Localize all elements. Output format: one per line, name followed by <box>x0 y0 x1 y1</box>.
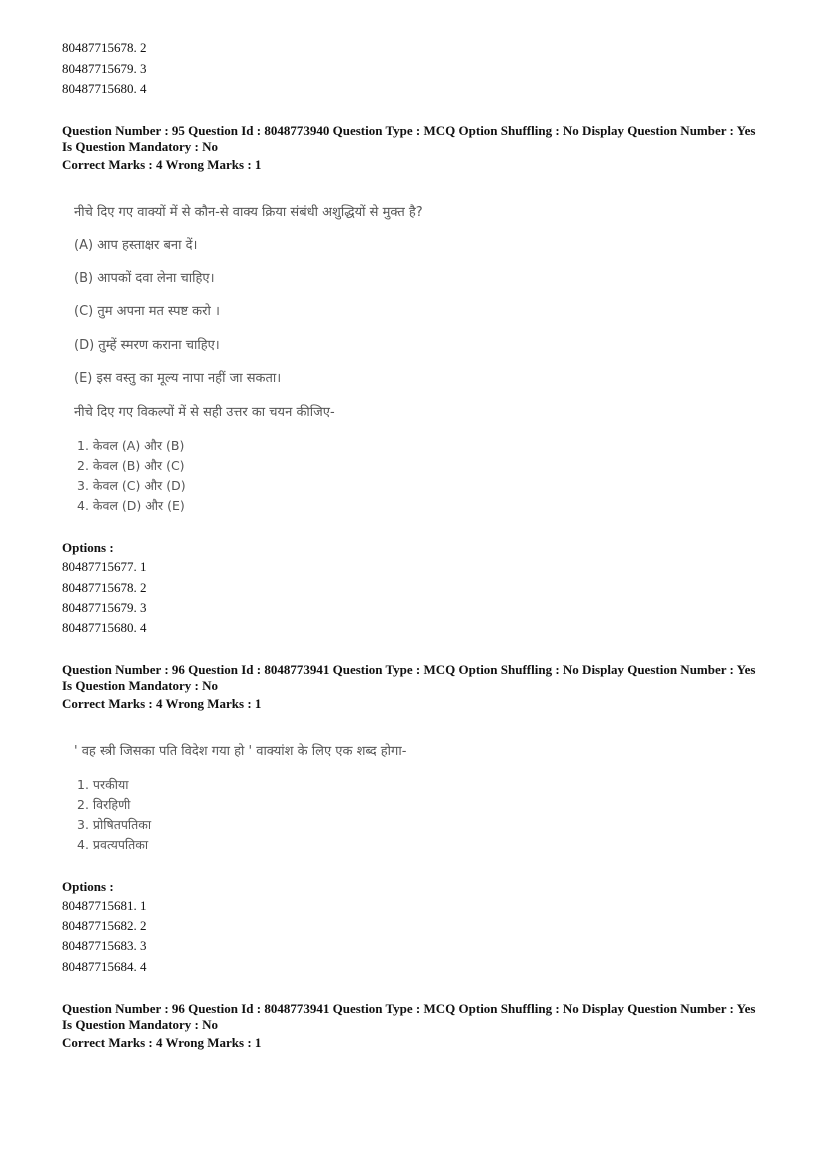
question-header: Question Number : 96 Question Id : 8048773941 Question Type : MCQ Option Shuffling : No Display Question Number : Yes <box>62 1001 756 1016</box>
option-line: 80487715684. 4 <box>62 959 147 974</box>
answer-choice: 2. विरहिणी <box>77 797 131 812</box>
option-line: 80487715680. 4 <box>62 81 147 96</box>
answer-choice: 3. केवल (C) और (D) <box>77 478 186 493</box>
option-line: 80487715678. 2 <box>62 580 147 595</box>
question-text: ' वह स्त्री जिसका पति विदेश गया हो ' वाक्यांश के लिए एक शब्द होगा- <box>74 744 407 759</box>
answer-choice: 1. परकीया <box>77 777 129 792</box>
answer-choice: 2. केवल (B) और (C) <box>77 458 185 473</box>
question-marks: Correct Marks : 4 Wrong Marks : 1 <box>62 1035 262 1050</box>
option-line: 80487715679. 3 <box>62 600 147 615</box>
option-line: 80487715680. 4 <box>62 620 147 635</box>
option-line: 80487715678. 2 <box>62 40 147 55</box>
question-mandatory: Is Question Mandatory : No <box>62 139 219 154</box>
question-marks: Correct Marks : 4 Wrong Marks : 1 <box>62 696 262 711</box>
statement: (E) इस वस्तु का मूल्य नापा नहीं जा सकता। <box>74 371 282 386</box>
question-header: Question Number : 95 Question Id : 8048773940 Question Type : MCQ Option Shuffling : No Display Question Number : Yes <box>62 123 756 138</box>
answer-choice: 3. प्रोषितपतिका <box>77 817 152 832</box>
options-label: Options : <box>62 879 114 894</box>
statement: (C) तुम अपना मत स्पष्ट करो । <box>74 304 220 319</box>
statement: (B) आपकों दवा लेना चाहिए। <box>74 271 215 286</box>
answer-choice: 4. केवल (D) और (E) <box>77 498 185 513</box>
option-line: 80487715682. 2 <box>62 918 147 933</box>
question-marks: Correct Marks : 4 Wrong Marks : 1 <box>62 157 262 172</box>
question-mandatory: Is Question Mandatory : No <box>62 678 219 693</box>
statement: (D) तुम्हें स्मरण कराना चाहिए। <box>74 338 220 353</box>
answer-choice: 4. प्रवत्यपतिका <box>77 837 149 852</box>
answer-choice: 1. केवल (A) और (B) <box>77 438 185 453</box>
question-header: Question Number : 96 Question Id : 8048773941 Question Type : MCQ Option Shuffling : No Display Question Number : Yes <box>62 662 756 677</box>
option-line: 80487715683. 3 <box>62 938 147 953</box>
option-line: 80487715681. 1 <box>62 898 147 913</box>
option-line: 80487715677. 1 <box>62 559 147 574</box>
options-label: Options : <box>62 540 114 555</box>
question-mandatory: Is Question Mandatory : No <box>62 1017 219 1032</box>
question-text: नीचे दिए गए वाक्यों में से कौन-से वाक्य क्रिया संबंधी अशुद्धियों से मुक्त है? <box>74 205 423 220</box>
option-line: 80487715679. 3 <box>62 61 147 76</box>
statement: (A) आप हस्ताक्षर बना दें। <box>74 238 198 253</box>
instruction-text: नीचे दिए गए विकल्पों में से सही उत्तर का चयन कीजिए- <box>74 405 335 420</box>
